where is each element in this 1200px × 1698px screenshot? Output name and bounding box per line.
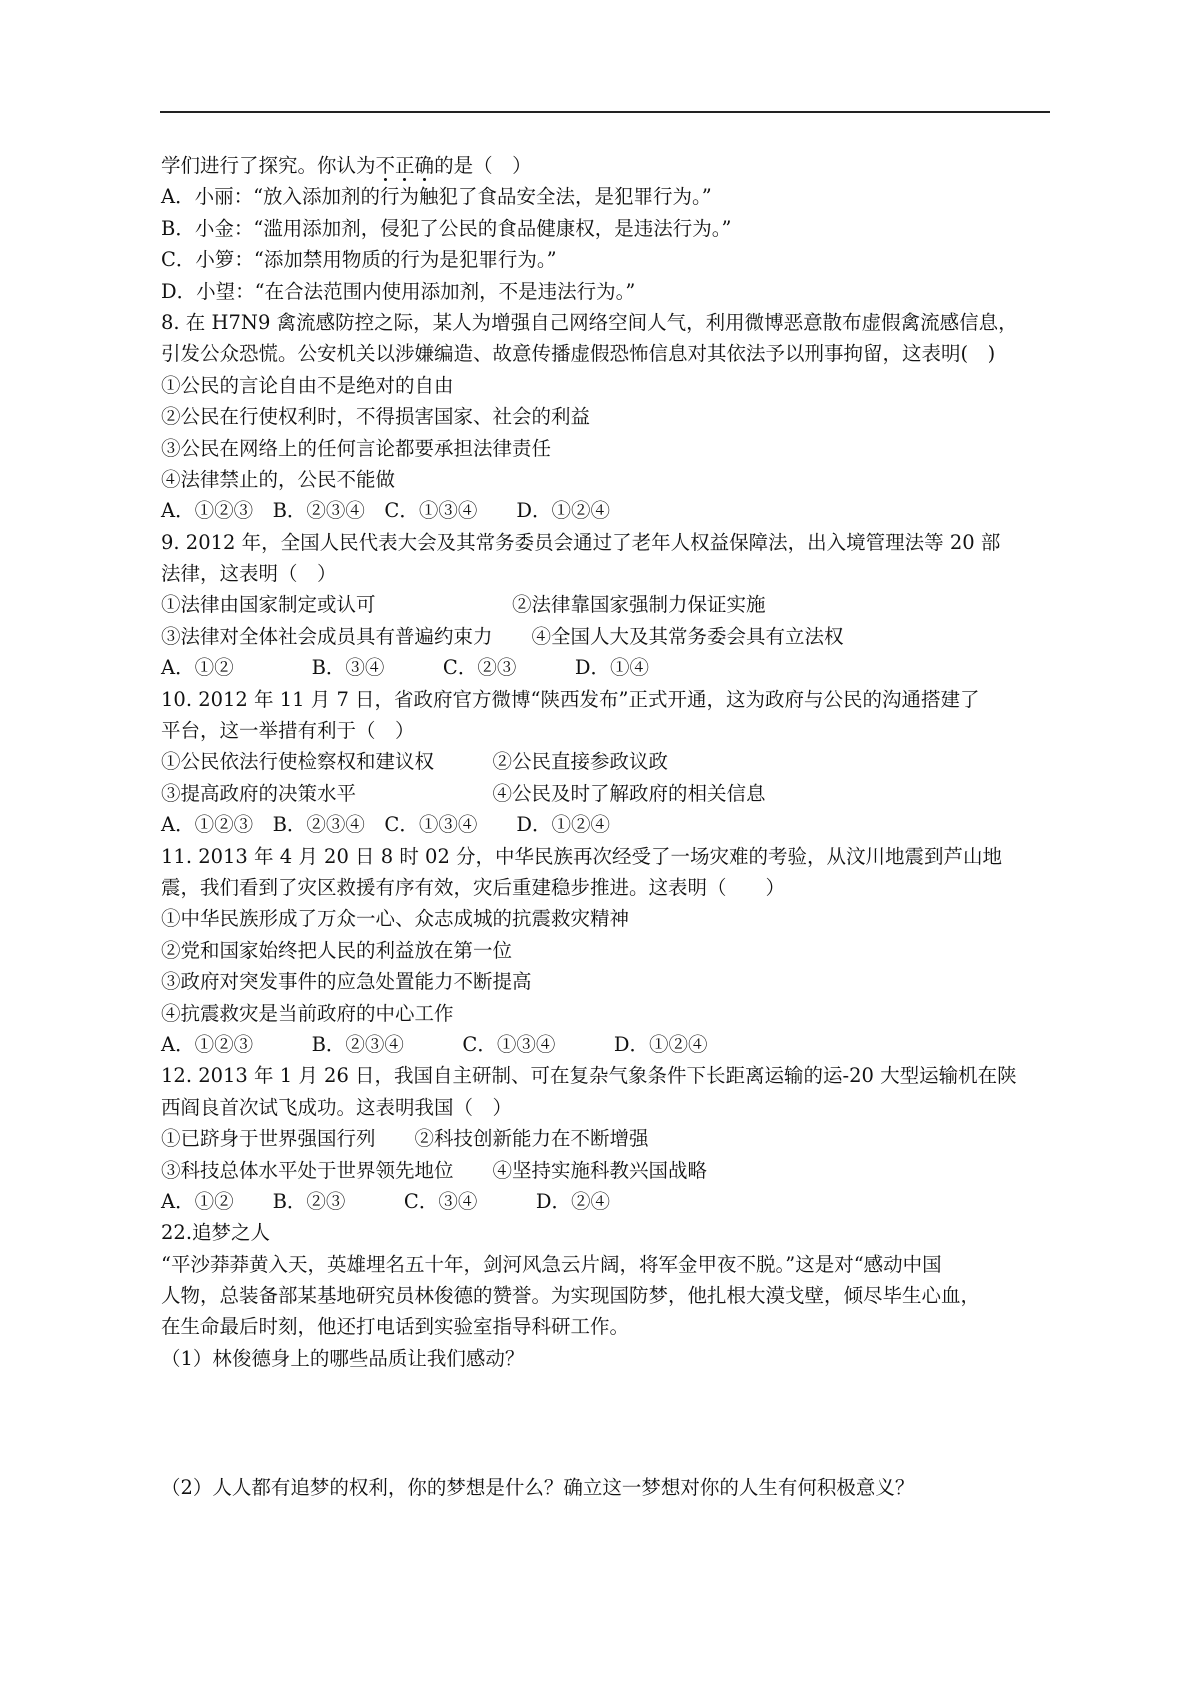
answer-space-1 xyxy=(161,1374,1051,1472)
q7-option-b: B．小金：“滥用添加剂，侵犯了公民的食品健康权，是违法行为。” xyxy=(161,216,732,240)
q11-item-4: ④抗震救灾是当前政府的中心工作 xyxy=(161,1001,454,1025)
q11-item-1: ①中华民族形成了万众一心、众志成城的抗震救灾精神 xyxy=(161,907,630,931)
q9-items-row-2: ③法律对全体社会成员具有普遍约束力 ④全国人大及其常务委会具有立法权 xyxy=(161,624,844,648)
q8-item-4: ④法律禁止的，公民不能做 xyxy=(161,467,396,491)
q8-stem-line-1: 8. 在 H7N9 禽流感防控之际，某人为增强自己网络空间人气，利用微博恶意散布虚假禽流感信息， xyxy=(161,310,1018,334)
q8-item-2: ②公民在行使权利时，不得损害国家、社会的利益 xyxy=(161,405,591,429)
q11-stem-line-1: 11. 2013 年 4 月 20 日 8 时 02 分，中华民族再次经受了一场灾难的考验，从汶川地震到芦山地 xyxy=(161,844,1003,868)
q7-stem-emph-1: 不 xyxy=(375,154,396,177)
q11-item-3: ③政府对突发事件的应急处置能力不断提高 xyxy=(161,970,532,994)
q22-sub-question-2: （2）人人都有追梦的权利，你的梦想是什么？确立这一梦想对你的人生有何积极意义？ xyxy=(161,1476,915,1500)
q11-item-2: ②党和国家始终把人民的利益放在第一位 xyxy=(161,938,513,962)
header-rule xyxy=(160,111,1050,113)
q11-options: A．①②③ B．②③④ C．①③④ D．①②④ xyxy=(161,1032,708,1056)
q10-items-row-2: ③提高政府的决策水平 ④公民及时了解政府的相关信息 xyxy=(161,781,766,805)
q7-stem-text: 学们进行了探究。你认为 xyxy=(161,154,376,177)
q22-sub-question-1: （1）林俊德身上的哪些品质让我们感动？ xyxy=(161,1346,525,1370)
q7-option-c: C．小箩：“添加禁用物质的行为是犯罪行为。” xyxy=(161,248,557,272)
q8-item-1: ①公民的言论自由不是绝对的自由 xyxy=(161,373,454,397)
exam-page xyxy=(161,150,1051,1504)
q22-title: 22.追梦之人 xyxy=(161,1221,271,1245)
q9-options: A．①② B．③④ C．②③ D．①④ xyxy=(161,656,649,680)
q10-stem-line-2: 平台，这一举措有利于（ ） xyxy=(161,719,415,743)
q9-stem-line-1: 9. 2012 年，全国人民代表大会及其常务委员会通过了老年人权益保障法，出入境管理法等 20 部 xyxy=(161,530,1001,554)
q9-stem-line-2: 法律，这表明（ ） xyxy=(161,562,337,586)
q10-items-row-1: ①公民依法行使检察权和建议权 ②公民直接参政议政 xyxy=(161,750,669,774)
q7-stem-emph-2: 正 xyxy=(395,154,415,177)
q8-options: A．①②③ B．②③④ C．①③④ D．①②④ xyxy=(161,499,610,523)
q7-stem xyxy=(161,150,1051,181)
q10-options: A．①②③ B．②③④ C．①③④ D．①②④ xyxy=(161,813,610,837)
q7-option-d: D．小望：“在合法范围内使用添加剂，不是违法行为。” xyxy=(161,279,636,303)
q12-items-row-1: ①已跻身于世界强国行列 ②科技创新能力在不断增强 xyxy=(161,1127,649,1151)
q12-stem-line-1: 12. 2013 年 1 月 26 日，我国自主研制、可在复杂气象条件下长距离运输的运-20 大型运输机在陕 xyxy=(161,1064,1017,1088)
q12-stem-line-2: 西阎良首次试飞成功。这表明我国（ ） xyxy=(161,1095,513,1119)
q9-items-row-1: ①法律由国家制定或认可 ②法律靠国家强制力保证实施 xyxy=(161,593,766,617)
q12-options: A．①② B．②③ C．③④ D．②④ xyxy=(161,1189,610,1213)
q10-stem-line-1: 10. 2012 年 11 月 7 日，省政府官方微博“陕西发布”正式开通，这为政府与公民的沟通搭建了 xyxy=(161,687,980,711)
q8-item-3: ③公民在网络上的任何言论都要承担法律责任 xyxy=(161,436,552,460)
q11-stem-line-2: 震，我们看到了灾区救援有序有效，灾后重建稳步推进。这表明（ ） xyxy=(161,875,786,899)
q7-option-a: A．小丽：“放入添加剂的行为触犯了食品安全法，是犯罪行为。” xyxy=(161,185,712,209)
q22-passage-line-3: 在生命最后时刻，他还打电话到实验室指导科研工作。 xyxy=(161,1315,630,1339)
q22-passage-line-2: 人物，总装备部某基地研究员林俊德的赞誉。为实现国防梦，他扎根大漠戈壁，倾尽毕生心血， xyxy=(161,1284,981,1308)
q7-stem-emph-3: 确 xyxy=(414,154,435,177)
q22-passage-line-1: “平沙莽莽黄入天，英雄埋名五十年，剑河风急云片阔，将军金甲夜不脱。”这是对“感动中国 xyxy=(161,1252,942,1276)
q7-stem-end: 的是（ ） xyxy=(434,154,532,177)
q12-items-row-2: ③科技总体水平处于世界领先地位 ④坚持实施科教兴国战略 xyxy=(161,1158,708,1182)
q8-stem-line-2: 引发公众恐慌。公安机关以涉嫌编造、故意传播虚假恐怖信息对其依法予以刑事拘留，这表明( ) xyxy=(161,342,996,366)
